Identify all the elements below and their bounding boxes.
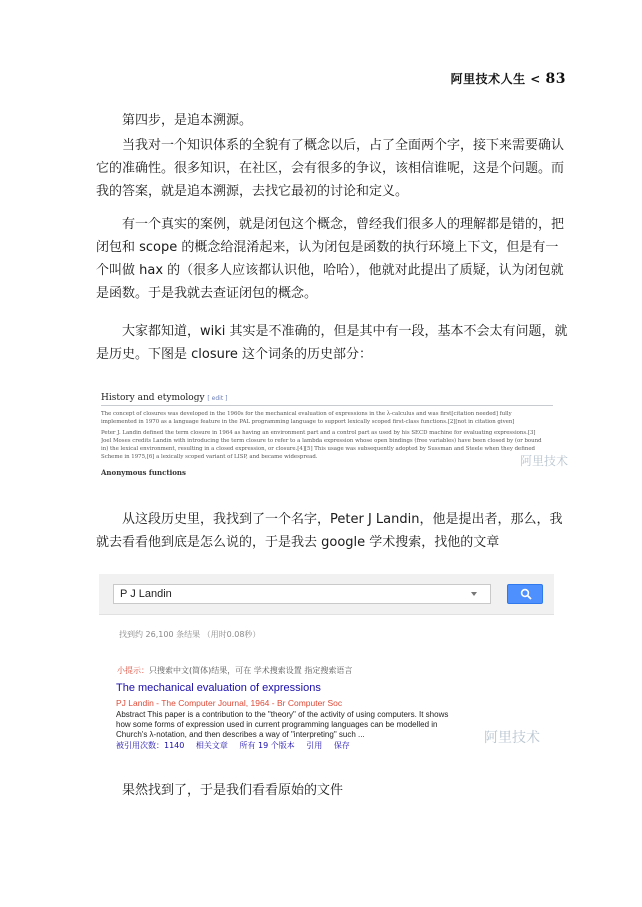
result-abstract: Abstract This paper is a contribution to the "theory" of the activity of using computers. It shows how some forms of expression used in current programming languages can be modelled in Church's λ-notation, and then describes a way of "interpreting" such ... <box>116 710 449 739</box>
paragraph-step-four <box>96 109 570 134</box>
page-number: 83 <box>545 71 566 87</box>
page-header <box>451 70 566 87</box>
header-title: 阿里技术人生 < <box>450 72 541 86</box>
wiki-edit-link[interactable]: [ edit ] <box>207 395 228 402</box>
result-count: 找到约 26,100 条结果 （用时0.08秒） <box>119 630 261 639</box>
search-icon <box>520 588 532 600</box>
search-button[interactable] <box>507 584 543 604</box>
paragraph: 当我对一个知识体系的全貌有了概念以后，占了全面两个字，接下来需要确认它的准确性。很多知识，在社区，会有很多的争议，该相信谁呢，这是个问题。而我的答案，就是追本溯源，去找它最初的讨论和定义。 <box>96 138 565 199</box>
tip-text: 只搜索中文(简体)结果，可在 学术搜索设置 指定搜索语言 <box>149 666 353 675</box>
wiki-history-excerpt <box>101 393 553 485</box>
save-link[interactable]: 保存 <box>333 741 350 750</box>
result-links <box>116 740 359 751</box>
wiki-title-text: History and etymology <box>101 393 205 403</box>
related-articles-link[interactable]: 相关文章 <box>195 741 228 750</box>
wiki-line: in) the lexical environment, resulting in a closed expression, or closure.[4][5] This usage was subsequently adopted by Sussman and Steele when they defined <box>101 446 535 452</box>
paragraph: 大家都知道，wiki 其实是不准确的，但是其中有一段，基本不会太有问题，就是历史。下图是 closure 这个词条的历史部分： <box>96 324 568 362</box>
wiki-line: implemented in 1970 as a language feature in the PAL programming language to support lexically scoped first-class functions.[2][not in citation given] <box>101 419 515 425</box>
wiki-line: Scheme in 1975,[6] a lexically scoped variant of LISP, and became widespread. <box>101 454 318 460</box>
result-authors: PJ Landin - The Computer Journal, 1964 - Br Computer Soc <box>116 698 343 708</box>
result-title-link[interactable]: The mechanical evaluation of expressions <box>116 682 321 694</box>
wiki-section-title <box>101 393 553 403</box>
search-input[interactable]: P J Landin <box>113 584 491 604</box>
paragraph: 从这段历史里，我找到了一个名字，Peter J Landin，他是提出者，那么，我就去看看他到底是怎么说的，于是我去 google 学术搜索，找他的文章 <box>96 512 563 550</box>
tip-label: 小提示： <box>117 666 149 675</box>
search-tip <box>117 665 352 676</box>
paragraph-block <box>96 320 570 368</box>
paragraph-block <box>96 779 570 804</box>
paragraph: 果然找到了，于是我们看看原始的文件 <box>122 783 344 798</box>
wiki-line: The concept of closures was developed in the 1960s for the mechanical evaluation of expressions in the λ-calculus and was first[citation needed] fully <box>101 411 512 417</box>
wiki-next-heading: Anonymous functions <box>101 468 186 477</box>
chevron-down-icon[interactable] <box>471 592 477 596</box>
wiki-line: Peter J. Landin defined the term closure in 1964 as having an environment part and a control part as used by his SECD machine for evaluating expressions.[3] <box>101 430 536 436</box>
paragraph-block <box>96 213 570 307</box>
paragraph: 有一个真实的案例，就是闭包这个概念，曾经我们很多人的理解都是错的，把闭包和 scope 的概念给混淆起来，认为闭包是函数的执行环境上下文，但是有一个叫做 hax 的（很多人应该都认识他，哈哈），他就对此提出了质疑，认为闭包就是函数。于是我就去查证闭包的概念。 <box>96 217 565 301</box>
watermark: 阿里技术 <box>520 454 569 468</box>
cite-link[interactable]: 引用 <box>306 741 323 750</box>
cited-by-link[interactable]: 被引用次数：1140 <box>116 741 185 750</box>
wiki-divider <box>101 405 553 406</box>
wiki-line: Joel Moses credits Landin with introducing the term closure to refer to a lambda expression whose open bindings (free variables) have been closed by (or bound <box>101 438 542 444</box>
watermark: 阿里技术 <box>484 730 540 746</box>
paragraph-block <box>96 134 570 205</box>
paragraph-block <box>96 508 570 556</box>
search-bar <box>99 574 554 615</box>
paragraph: 第四步，是追本溯源。 <box>122 113 253 128</box>
all-versions-link[interactable]: 所有 19 个版本 <box>239 741 295 750</box>
